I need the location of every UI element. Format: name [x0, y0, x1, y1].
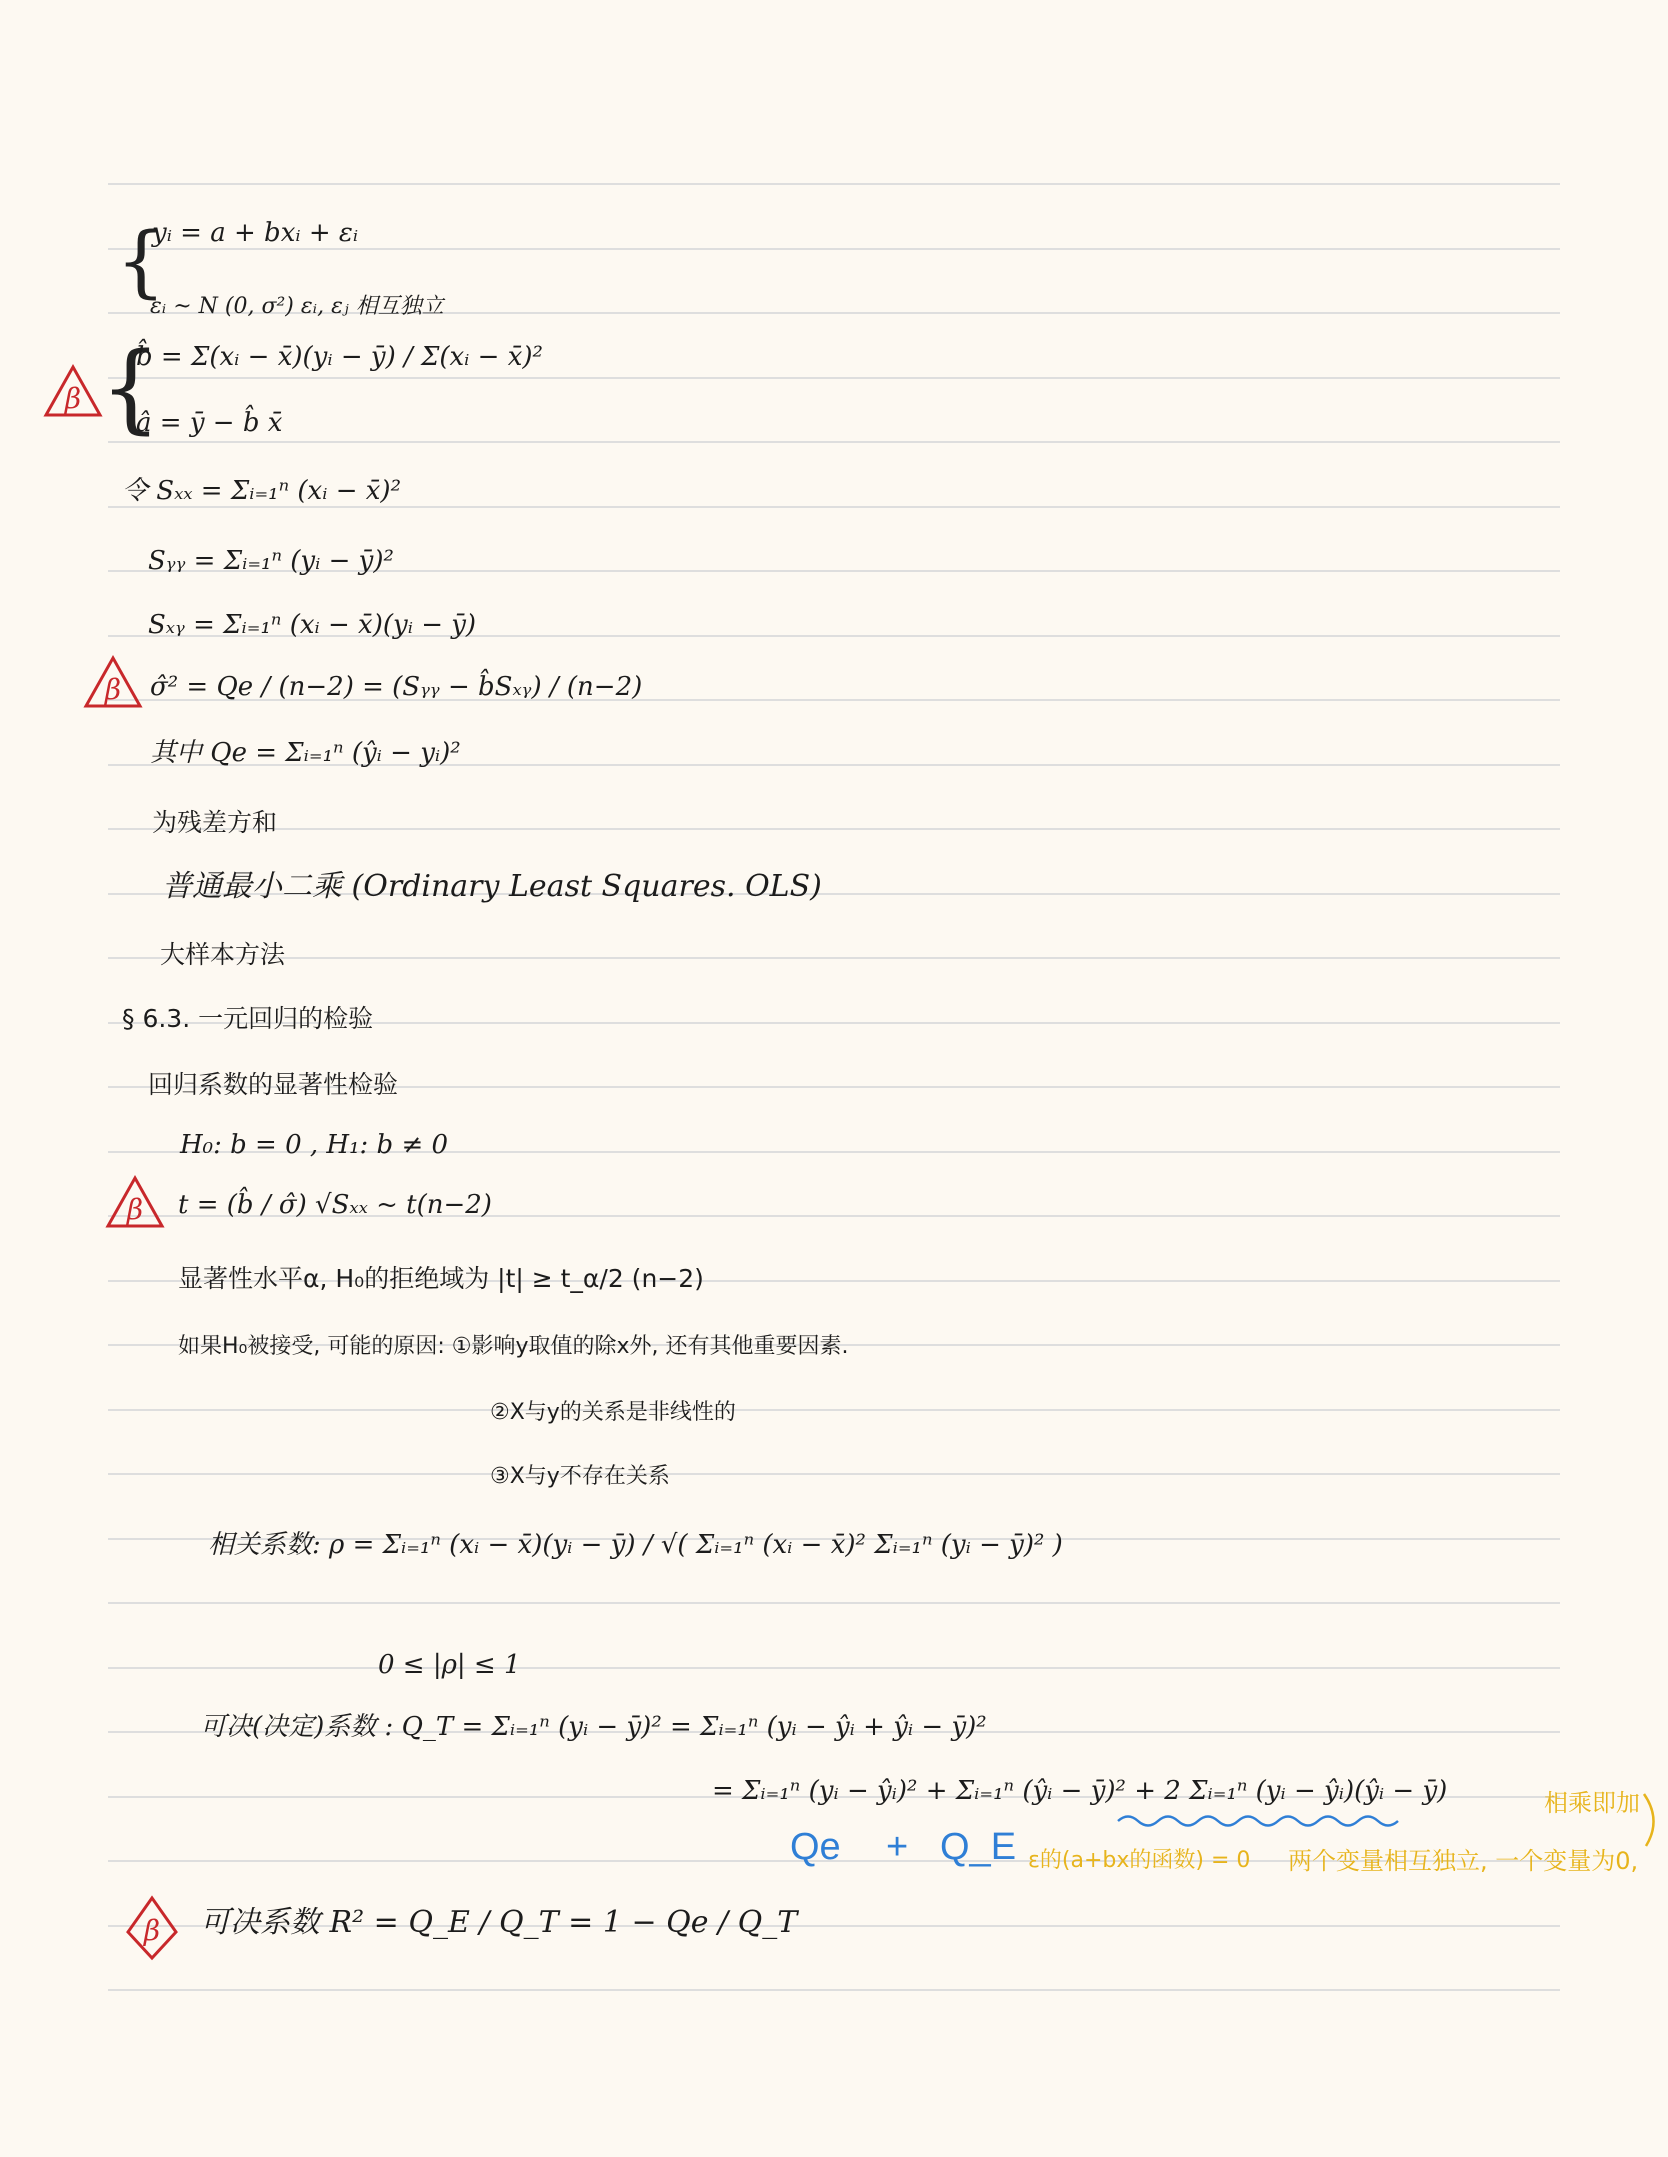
- syy-definition: Sᵧᵧ = Σᵢ₌₁ⁿ (yᵢ − ȳ)²: [148, 546, 394, 576]
- correlation-range: 0 ≤ |ρ| ≤ 1: [378, 1650, 521, 1680]
- svg-text:β: β: [143, 1914, 161, 1947]
- reason-nonlinear: ②X与y的关系是非线性的: [490, 1400, 736, 1425]
- reason-no-relation: ③X与y不存在关系: [490, 1464, 670, 1489]
- residual-label: 为残差方和: [152, 808, 278, 837]
- warning-icon: [42, 363, 104, 419]
- plus-sign: +: [886, 1826, 909, 1868]
- side-note: 相乘即加: [1544, 1789, 1640, 1817]
- acceptance-reasons: 如果H₀被接受, 可能的原因: ①影响y取值的除x外, 还有其他重要因素.: [178, 1334, 849, 1359]
- svg-text:β: β: [104, 673, 122, 706]
- brace-estimates: {: [100, 332, 162, 444]
- model-equation: yᵢ = a + bxᵢ + εᵢ: [152, 218, 359, 248]
- ols-label: 普通最小二乘 (Ordinary Least Squares. OLS): [162, 869, 822, 904]
- qe-definition: 其中 Qe = Σᵢ₌₁ⁿ (ŷᵢ − yᵢ)²: [150, 738, 461, 768]
- sxx-definition: 令 Sₓₓ = Σᵢ₌₁ⁿ (xᵢ − x̄)²: [122, 476, 401, 506]
- qe-term: Qe: [790, 1826, 841, 1868]
- cross-term-underline: [1116, 1810, 1406, 1832]
- hypotheses: H₀: b = 0 , H₁: b ≠ 0: [180, 1130, 449, 1160]
- b-hat-formula: b̂ = Σ(xᵢ − x̄)(yᵢ − ȳ) / Σ(xᵢ − x̄)²: [136, 342, 543, 372]
- large-sample-label: 大样本方法: [160, 940, 286, 969]
- correlation-coefficient: 相关系数: ρ = Σᵢ₌₁ⁿ (xᵢ − x̄)(yᵢ − ȳ) / √( Σᵢ₌₁ⁿ (xᵢ − x̄)² Σᵢ₌₁ⁿ (yᵢ − ȳ)² ): [208, 1530, 1063, 1560]
- side-note-bracket: [1640, 1790, 1664, 1850]
- warning-icon: [104, 1174, 166, 1230]
- sxy-definition: Sₓᵧ = Σᵢ₌₁ⁿ (xᵢ − x̄)(yᵢ − ȳ): [148, 610, 477, 640]
- r-squared-formula: 可决系数 R² = Q_E / Q_T = 1 − Qe / Q_T: [200, 1905, 798, 1940]
- significance-test-title: 回归系数的显著性检验: [148, 1070, 399, 1099]
- a-hat-formula: â = ȳ − b̂ x̄: [136, 408, 283, 438]
- qE-term: Q_E: [940, 1826, 1017, 1868]
- qt-expansion: = Σᵢ₌₁ⁿ (yᵢ − ŷᵢ)² + Σᵢ₌₁ⁿ (ŷᵢ − ȳ)² + 2 Σᵢ₌₁ⁿ (yᵢ − ŷᵢ)(ŷᵢ − ȳ): [712, 1776, 1448, 1806]
- independence-note: 两个变量相互独立, 一个变量为0,: [1288, 1847, 1639, 1875]
- warning-icon: [124, 1892, 180, 1962]
- section-heading: § 6.3. 一元回归的检验: [122, 1004, 374, 1033]
- svg-text:β: β: [126, 1193, 144, 1226]
- warning-icon: [82, 654, 144, 710]
- cross-term-zero: ε的(a+bx的函数) = 0: [1028, 1848, 1251, 1873]
- t-statistic: t = (b̂ / σ̂) √Sₓₓ ~ t(n−2): [178, 1190, 492, 1220]
- sigma-hat-formula: σ̂² = Qe / (n−2) = (Sᵧᵧ − b̂Sₓᵧ) / (n−2): [150, 672, 643, 702]
- svg-text:β: β: [64, 382, 82, 415]
- brace-model: {: [116, 217, 166, 307]
- rejection-region: 显著性水平α, H₀的拒绝域为 |t| ≥ t_α/2 (n−2): [178, 1264, 704, 1293]
- error-assumption: εᵢ ~ N (0, σ²) εᵢ, εⱼ 相互独立: [150, 294, 444, 319]
- qt-decomposition: 可决(决定)系数 : Q_T = Σᵢ₌₁ⁿ (yᵢ − ȳ)² = Σᵢ₌₁ⁿ (yᵢ − ŷᵢ + ŷᵢ − ȳ)²: [200, 1712, 987, 1742]
